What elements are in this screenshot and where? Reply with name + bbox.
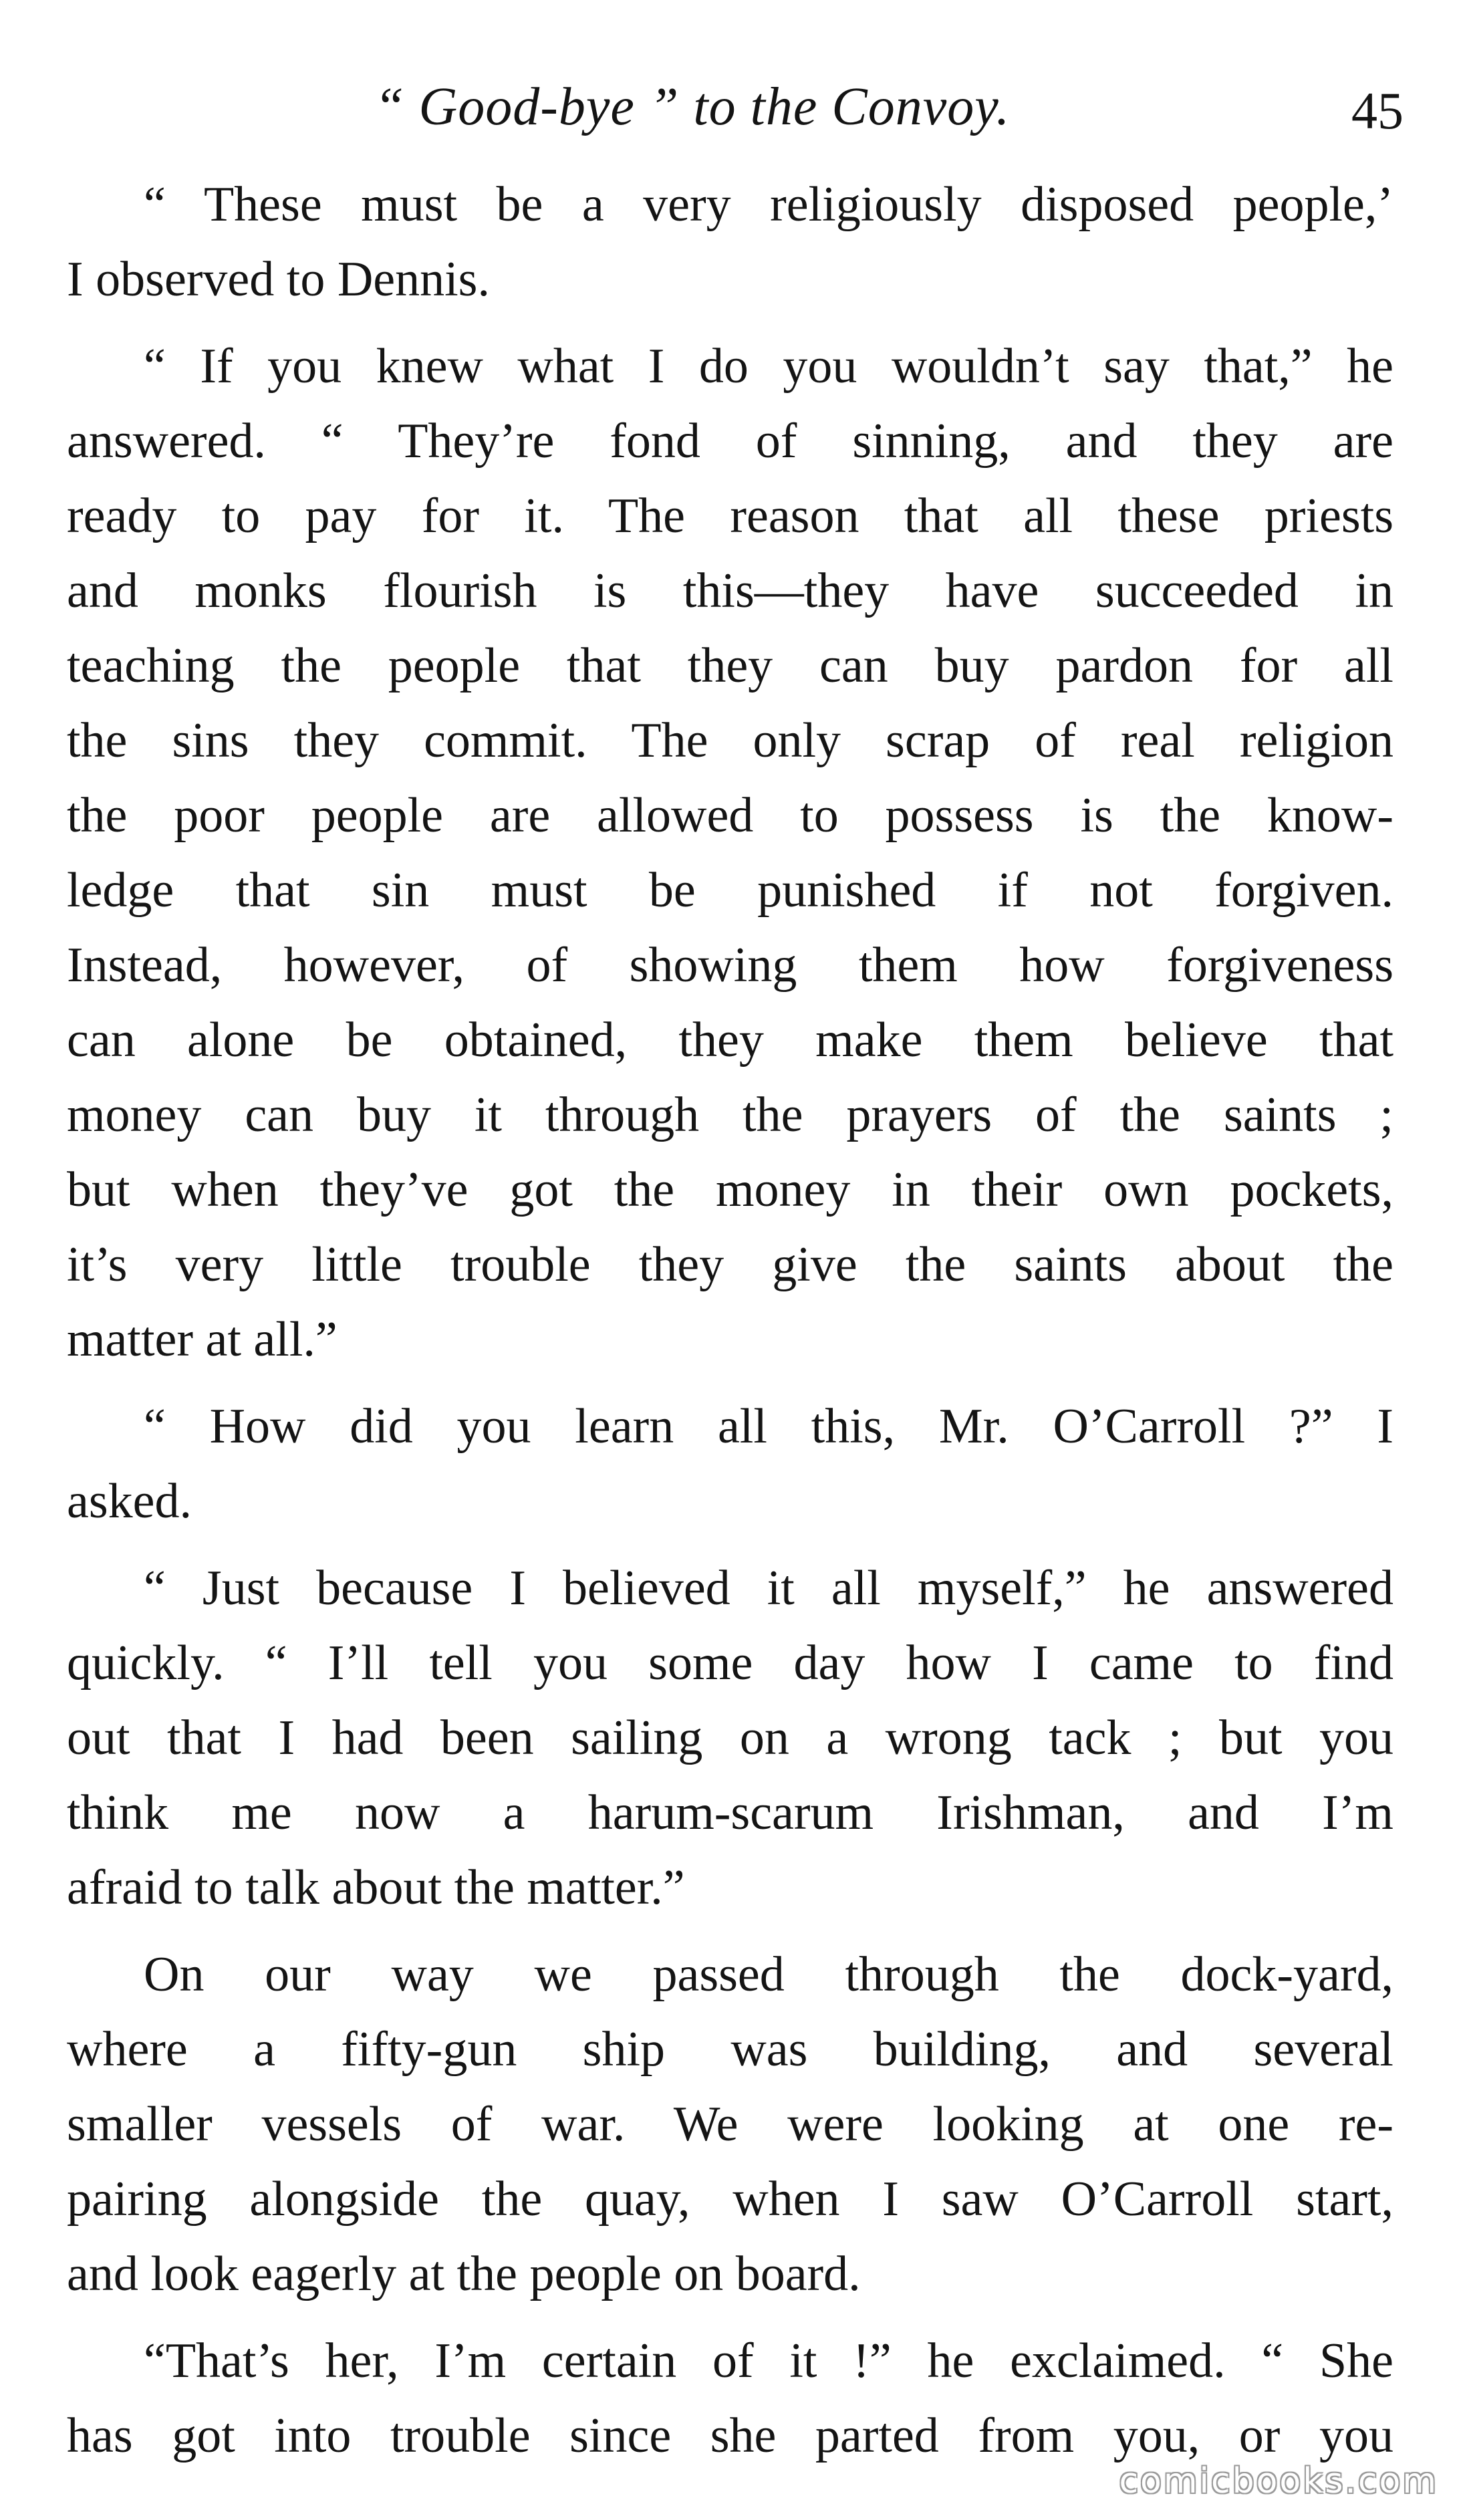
watermark: comicbooks.com bbox=[1119, 2461, 1438, 2501]
text-line: “ If you knew what I do you wouldn’t say that,” he bbox=[144, 339, 1393, 394]
paragraph bbox=[67, 1389, 1393, 1539]
running-title: “ Good-bye ” to the Convoy. bbox=[374, 78, 1011, 136]
text-line: smaller vessels of war. We were looking at one re- bbox=[67, 2097, 1393, 2152]
text-line: out that I had been sailing on a wrong tack ; but you bbox=[67, 1711, 1393, 1765]
text-line: think me now a harum-scarum Irishman, and I’m bbox=[67, 1785, 1393, 1840]
text-line: where a fifty-gun ship was building, and several bbox=[67, 2022, 1393, 2077]
text-line: I observed to Dennis. bbox=[67, 252, 490, 307]
text-line: it’s very little trouble they give the saints about the bbox=[67, 1237, 1393, 1292]
text-line: afraid to talk about the matter.” bbox=[67, 1860, 685, 1915]
text-line: “ These must be a very religiously disposed people,’ bbox=[144, 177, 1393, 232]
text-line: pairing alongside the quay, when I saw O’Carroll start, bbox=[67, 2172, 1393, 2227]
paragraph bbox=[67, 1551, 1393, 1925]
paragraph bbox=[67, 167, 1393, 317]
text-line: ready to pay for it. The reason that all these priests bbox=[67, 489, 1393, 543]
text-line: “ How did you learn all this, Mr. O’Carroll ?” I bbox=[144, 1399, 1393, 1454]
text-line: ledge that sin must be punished if not forgiven. bbox=[67, 863, 1393, 918]
text-line: the poor people are allowed to possess is the know- bbox=[67, 788, 1393, 843]
text-line: teaching the people that they can buy pardon for all bbox=[67, 638, 1393, 693]
text-line: answered. “ They’re fond of sinning, and they are bbox=[67, 414, 1393, 469]
text-line: money can buy it through the prayers of the saints ; bbox=[67, 1088, 1393, 1142]
text-line: has got into trouble since she parted from you, or you bbox=[67, 2408, 1393, 2463]
text-line: can alone be obtained, they make them believe that bbox=[67, 1013, 1393, 1067]
page-number: 45 bbox=[1351, 82, 1404, 140]
text-line: quickly. “ I’ll tell you some day how I came to find bbox=[67, 1636, 1393, 1690]
text-line: and monks flourish is this—they have succeeded in bbox=[67, 563, 1393, 618]
text-line: Instead, however, of showing them how forgiveness bbox=[67, 938, 1393, 993]
text-line: “That’s her, I’m certain of it !” he exclaimed. “ She bbox=[144, 2334, 1393, 2388]
text-line: but when they’ve got the money in their own pockets, bbox=[67, 1162, 1393, 1217]
paragraph bbox=[67, 2323, 1393, 2473]
text-line: asked. bbox=[67, 1474, 192, 1529]
paragraph bbox=[67, 329, 1393, 1377]
text-line: the sins they commit. The only scrap of real religion bbox=[67, 713, 1393, 768]
text-line: “ Just because I believed it all myself,” he answered bbox=[144, 1561, 1393, 1616]
text-line: matter at all.” bbox=[67, 1312, 338, 1367]
body-text bbox=[67, 167, 1393, 2473]
text-line: and look eagerly at the people on board. bbox=[67, 2247, 861, 2301]
text-line: On our way we passed through the dock-yard, bbox=[144, 1947, 1393, 2002]
running-head bbox=[374, 67, 1404, 147]
paragraph bbox=[67, 1937, 1393, 2311]
